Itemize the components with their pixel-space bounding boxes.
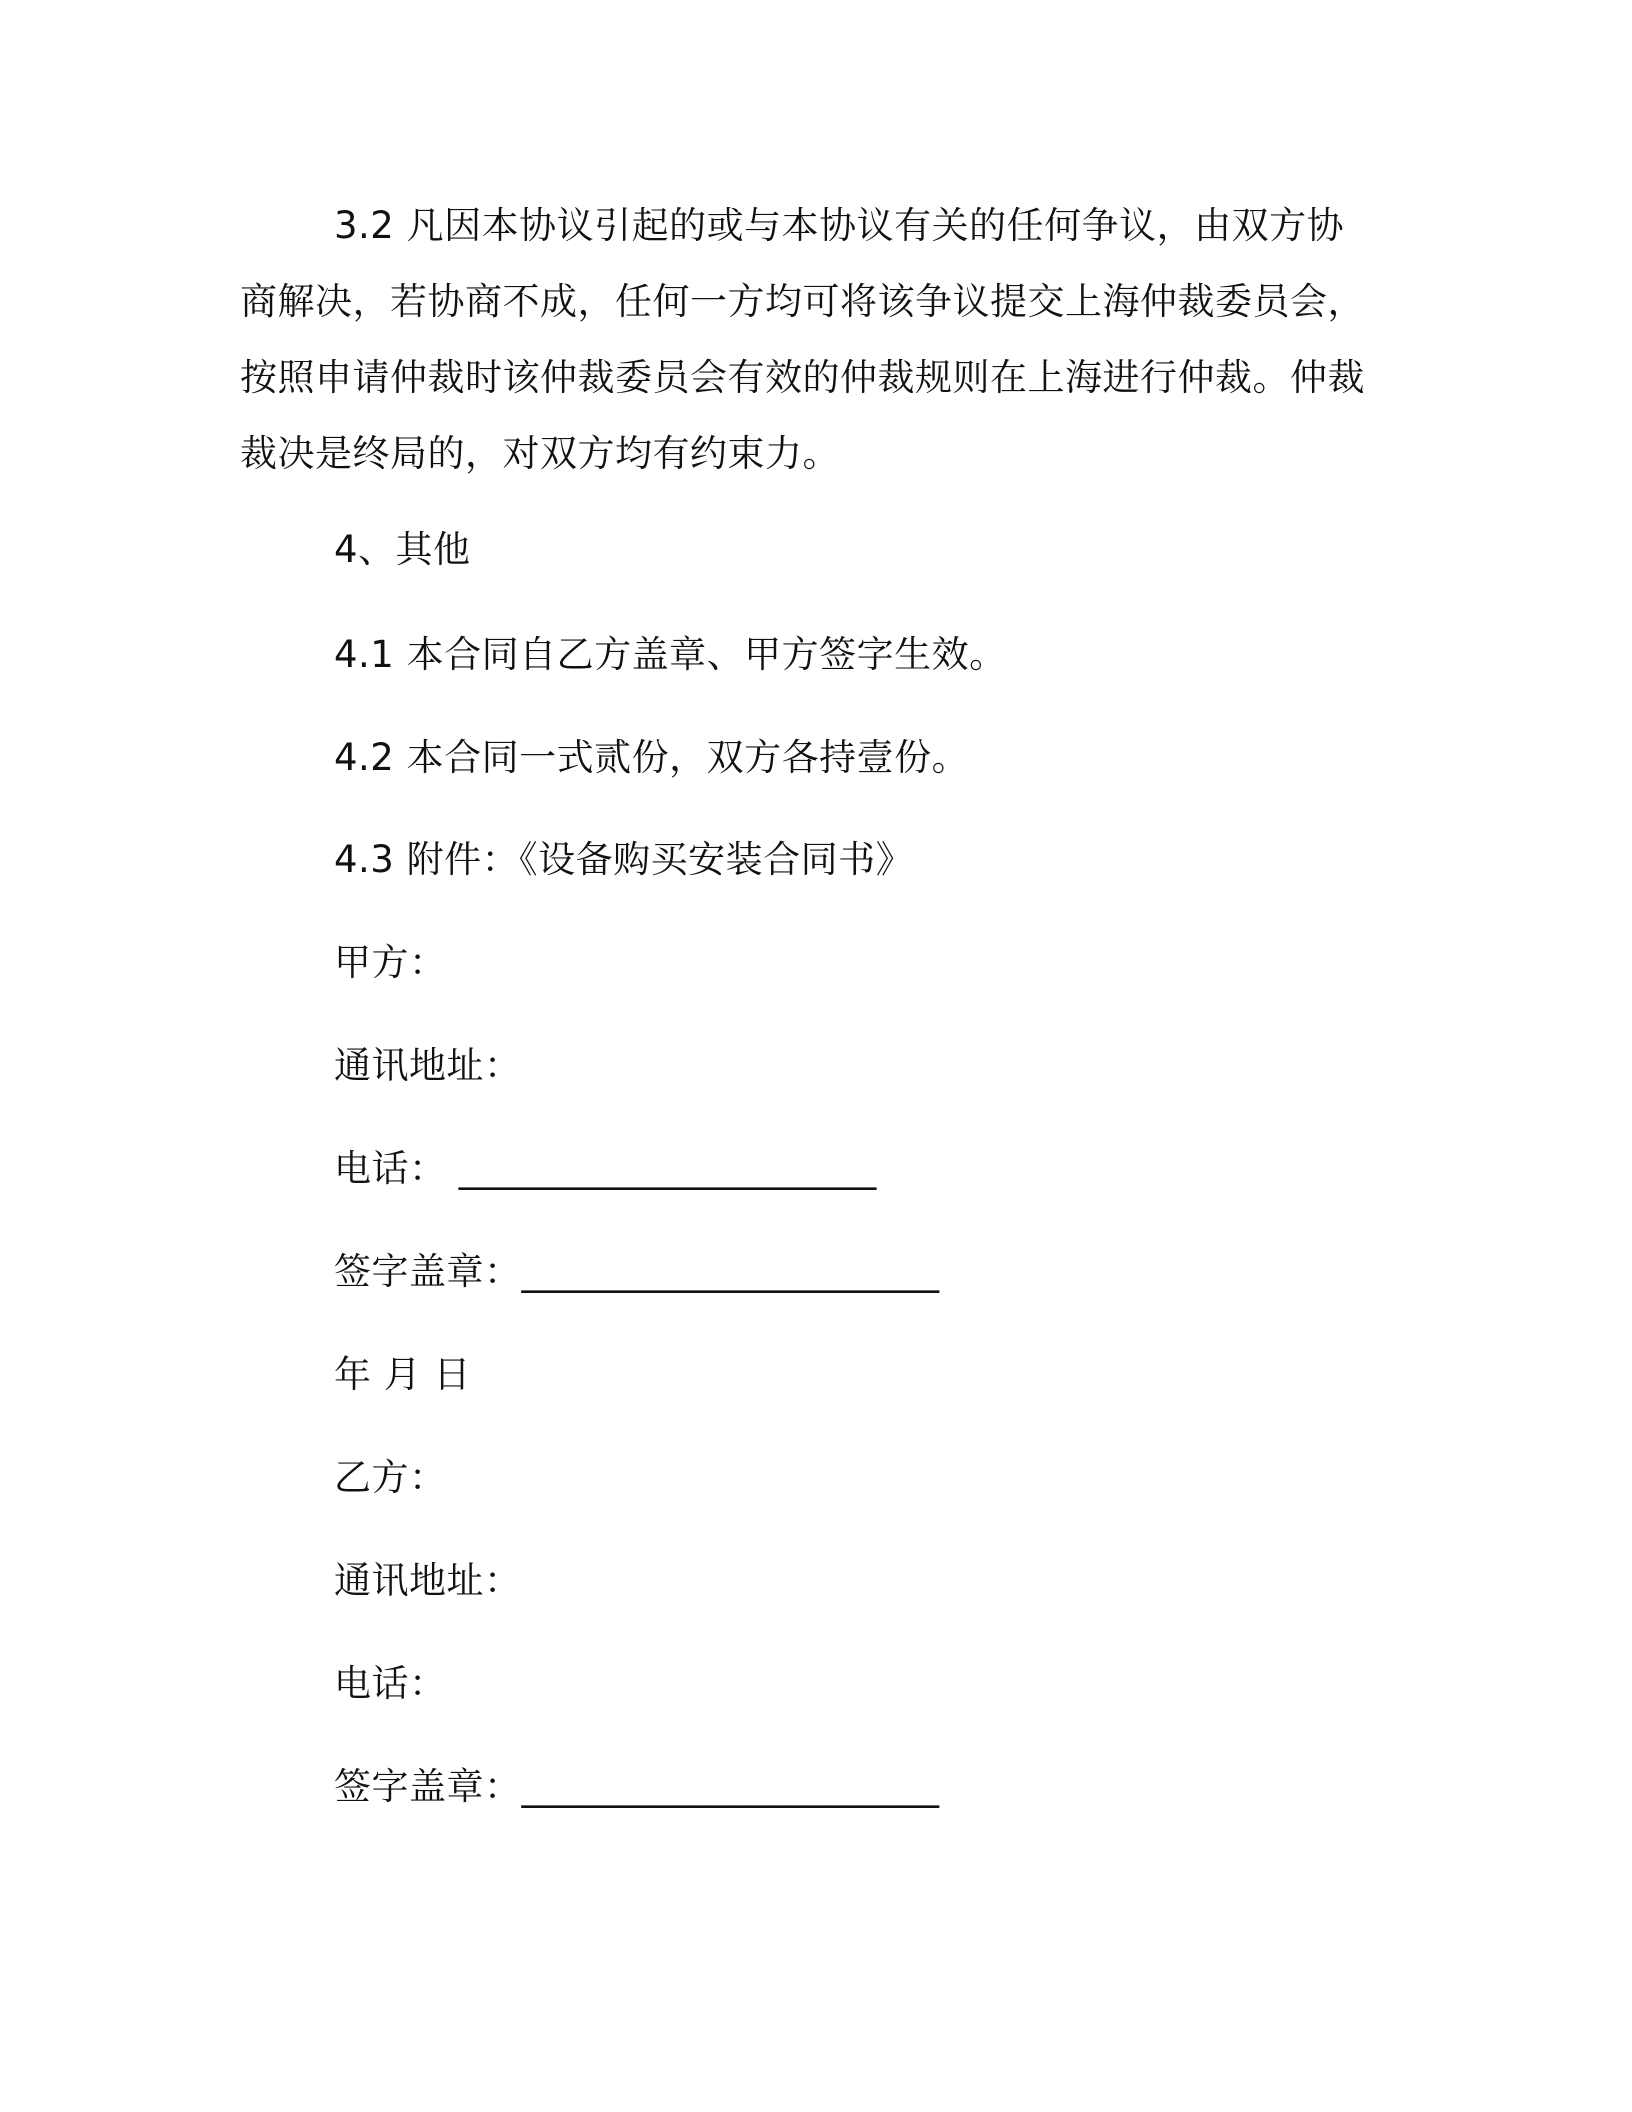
clause-4-1: 4.1 本合同自乙方盖章、甲方签字生效。 [334,633,1007,676]
party-b-address: 通讯地址： [334,1559,522,1602]
party-a-phone: 电话： ______________________ [334,1147,877,1190]
party-a-signature: 签字盖章：______________________ [334,1250,940,1293]
party-a-date: 年 月 日 [334,1353,472,1396]
party-a-address: 通讯地址： [334,1044,522,1087]
party-b-phone: 电话： [334,1662,447,1705]
clause-4-3: 4.3 附件：《设备购买安装合同书》 [334,838,914,881]
party-b-signature: 签字盖章：______________________ [334,1765,940,1808]
section-4-title: 4、其他 [334,528,471,571]
party-b-label: 乙方： [334,1456,447,1499]
clause-3-2: 3.2 凡因本协议引起的或与本协议有关的任何争议，由双方协商解决，若协商不成，任何一方均可将该争议提交上海仲裁委员会，按照申请仲裁时该仲裁委员会有效的仲裁规则在上海进行仲裁。仲裁裁决是终局的，对双方均有约束力。 [240,204,1365,475]
clause-4-2: 4.2 本合同一式贰份，双方各持壹份。 [334,736,970,779]
party-a-label: 甲方： [334,941,447,984]
